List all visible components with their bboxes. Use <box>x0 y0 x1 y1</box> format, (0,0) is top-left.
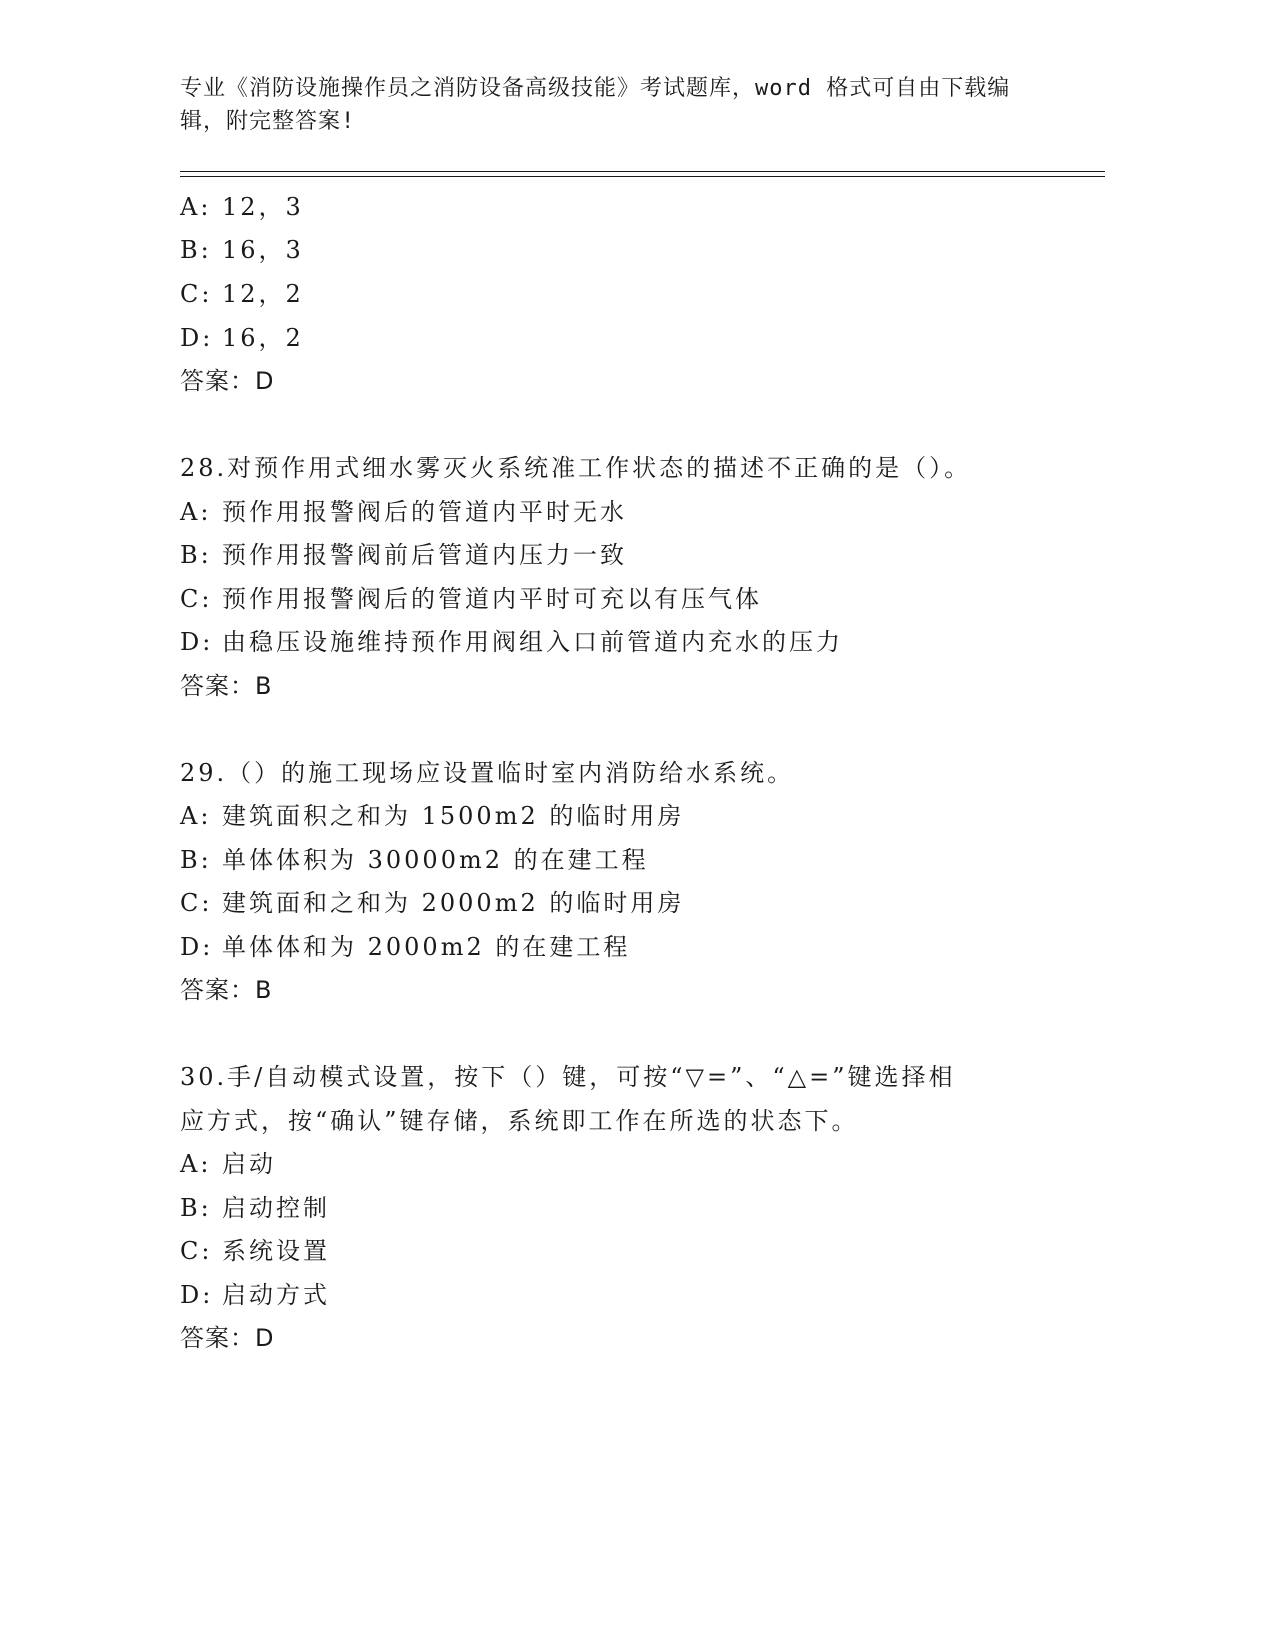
header-line-1: 专业《消防设施操作员之消防设备高级技能》考试题库，word 格式可自由下载编 <box>180 76 1011 101</box>
q28-stem: 28.对预作用式细水雾灭火系统准工作状态的描述不正确的是（）。 <box>180 454 972 482</box>
q29-answer: 答案：B <box>180 976 273 1004</box>
q28-option-c: C: 预作用报警阀后的管道内平时可充以有压气体 <box>180 585 762 613</box>
q29-option-d: D: 单体体和为 2000m2 的在建工程 <box>180 933 631 961</box>
header-rule-bottom <box>180 176 1105 177</box>
header-line-2: 辑，附完整答案! <box>180 109 356 134</box>
q28-option-d: D: 由稳压设施维持预作用阀组入口前管道内充水的压力 <box>180 628 843 656</box>
q28-option-a: A: 预作用报警阀后的管道内平时无水 <box>180 498 627 526</box>
q29-stem: 29.（）的施工现场应设置临时室内消防给水系统。 <box>180 759 795 787</box>
q29-option-b: B: 单体体积为 30000m2 的在建工程 <box>180 846 649 874</box>
q27-option-b: B: 16，3 <box>180 236 304 264</box>
q30-option-b: B: 启动控制 <box>180 1194 330 1222</box>
q27-answer: 答案：D <box>180 367 275 395</box>
header-rule-top <box>180 171 1105 172</box>
q30-option-a: A: 启动 <box>180 1150 276 1178</box>
q27-option-d: D: 16，2 <box>180 324 304 352</box>
q30-stem-line-2: 应方式，按“确认”键存储，系统即工作在所选的状态下。 <box>180 1107 859 1135</box>
q29-option-a: A: 建筑面积之和为 1500m2 的临时用房 <box>180 802 685 830</box>
q28-option-b: B: 预作用报警阀前后管道内压力一致 <box>180 541 627 569</box>
q28-answer: 答案：B <box>180 672 273 700</box>
q29-option-c: C: 建筑面和之和为 2000m2 的临时用房 <box>180 889 685 917</box>
q30-answer: 答案：D <box>180 1324 275 1352</box>
q27-option-a: A: 12，3 <box>180 193 304 221</box>
q30-stem-line-1: 30.手/自动模式设置，按下（）键，可按“▽=”、“△=”键选择相 <box>180 1063 956 1091</box>
q30-option-c: C: 系统设置 <box>180 1237 330 1265</box>
q27-option-c: C: 12，2 <box>180 280 304 308</box>
q30-option-d: D: 启动方式 <box>180 1281 330 1309</box>
document-header <box>180 72 1060 138</box>
